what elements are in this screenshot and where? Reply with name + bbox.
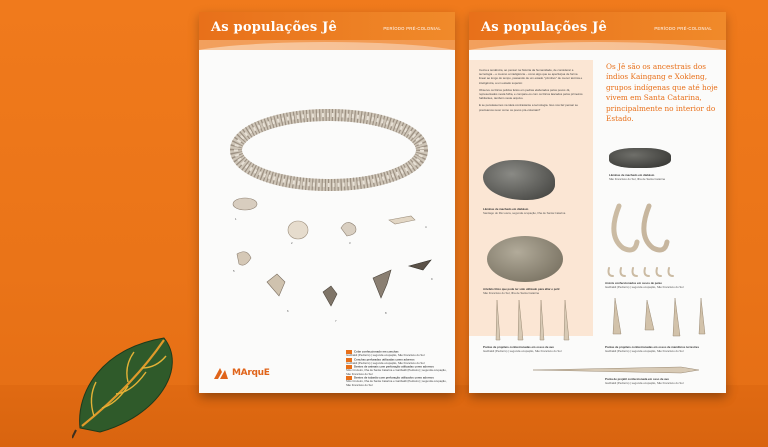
caption: Lâminas de machado em diabásio Santiago do Rio Lavra, segunda ocupação, Ilha de Santa Catarina: [483, 207, 566, 215]
logo-text: MArquE: [232, 368, 270, 378]
object-number: 9: [431, 277, 433, 281]
shell-necklace: [229, 108, 429, 192]
object-number: 8: [385, 311, 387, 315]
object-number: 5: [233, 269, 235, 273]
bone-hooks: [605, 202, 685, 258]
mammal-bone-points: [605, 296, 715, 342]
object-number: 7: [335, 319, 337, 323]
legend-item: Colar confeccionado em conchas Garibaldi (Pedreiro) | segunda ocupação, São Francisco do Sul: [346, 349, 425, 358]
legend-item: Dentes de tubarão com perfuração utilizados como adornos Sítio Cruzeiro, Ilha de Santa Catarina e Garibaldi (Pedreiro) | segunda ocupação, São Francisco do Sul: [346, 375, 447, 387]
period-label: PERÍODO PRÉ-COLONIAL: [383, 26, 441, 31]
legend-item: Dentes de animais com perfuração utilizadas como adornos Sítio Cruzeiro, Ilha de Santa Catarina e Garibaldi (Pedreiro) | segunda ocupação, São Francisco do Sul: [346, 364, 447, 376]
period-label: PERÍODO PRÉ-COLONIAL: [654, 26, 712, 31]
header-wave: [469, 40, 726, 50]
caption: Pontas de projéteis confeccionadas em ossos de ave Garibaldi (Pedreiro) | segunda ocupação, São Francisco do Sul: [483, 345, 562, 353]
polishing-stone: [487, 236, 563, 282]
small-fish-hooks: [605, 266, 675, 280]
stone-blade: [609, 148, 671, 168]
long-bone-point: [531, 364, 701, 376]
object-number: 6: [287, 309, 289, 313]
object-number: 4: [425, 225, 427, 229]
adornment-objects: [229, 192, 455, 332]
header-wave: [199, 40, 455, 50]
poster-title: As populações Jê: [481, 20, 607, 35]
decorative-leaf: [72, 332, 190, 440]
lead-quote: Os Jê são os ancestrais dos índios Kaingang e Xokleng, grupos indígenas que até hoje vivem em Santa Catarina, principalmente no interior do Estado.: [606, 62, 718, 124]
object-number: 2: [291, 241, 293, 245]
caption: Ponta de projétil confeccionada em osso de ave Garibaldi (Pedreiro) | segunda ocupação, São Francisco do Sul: [605, 377, 684, 385]
body-text: Cerca a tendência, ao pensar na história da humanidade, de considerar a tecnologia – e mesmo a inteligência – como algo que se aperfeiçoa de forma linear ao longo do tempo, passando de um estado "primitivo" de menor técnica e inteligência, a um estado superior. Observe os líticos polidos feitos em pedras elaborados pelos povos Jê, representados nesta folha, e compare-os com os líticos lascados pelos primeiros habitantes, também neste arquivo. E se pensássemos na ideia contrastante a tecnologia. Isso nos faz pensar se precisamos rever como os povos pré-coloniais?: [479, 68, 583, 112]
object-number: 1: [235, 217, 237, 221]
logo-mark-icon: [213, 366, 229, 380]
poster-left: [199, 12, 455, 393]
bird-bone-points: [489, 298, 579, 344]
legend-list: [346, 350, 450, 387]
object-number: 3: [349, 241, 351, 245]
caption: Artefato lítico que pode ter sido utilizado para afiar e polir São Francisco do Sul, Ilha de Santa Catarina: [483, 287, 560, 295]
poster-title: As populações Jê: [211, 20, 337, 35]
caption: Pontas de projéteis confeccionadas em ossos de mamíferos terrestres Garibaldi (Pedreiro) | segunda ocupação, São Francisco do Sul: [605, 345, 700, 353]
legend-item: Conchas perfuradas utilizadas como adornos Garibaldi (Pedreiro) | segunda ocupação, São Francisco do Sul: [346, 357, 425, 365]
caption: Lâminas de machado em diabásio São Francisco do Sul, Ilha de Santa Catarina: [609, 173, 665, 181]
poster-right: [469, 12, 726, 393]
caption: Anzóis confeccionados em ossos de peixe Garibaldi (Pedreiro) | segunda ocupação, São Francisco do Sul: [605, 281, 684, 289]
marque-logo: [213, 366, 270, 380]
